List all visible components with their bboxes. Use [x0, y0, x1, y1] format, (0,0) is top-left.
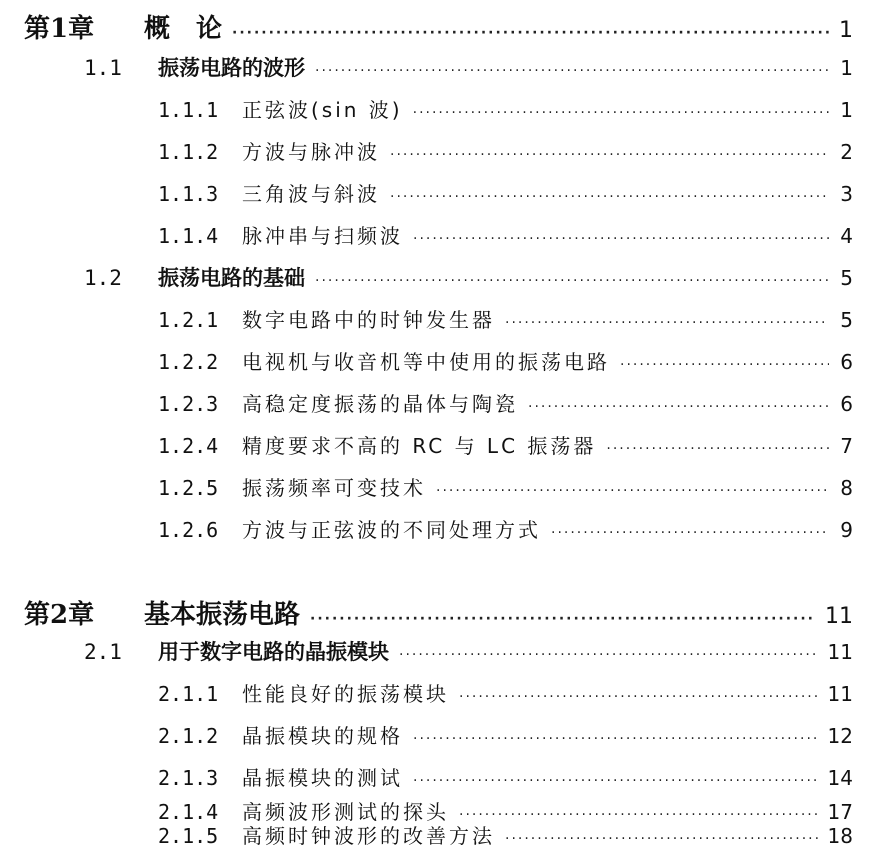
subsection-number: 2.1.5: [158, 824, 219, 848]
chapter-title: 基本振荡电路: [144, 600, 301, 630]
subsection-number: 1.1.3: [158, 182, 219, 206]
dot-leader: [505, 831, 818, 847]
chapter-number: 第2章: [24, 600, 95, 630]
toc-subsection-1-2-4[interactable]: [158, 430, 853, 464]
page-number: 11: [827, 640, 853, 664]
page-number: 6: [840, 350, 853, 374]
dot-leader: [390, 189, 829, 205]
subsection-number: 2.1.4: [158, 800, 219, 824]
subsection-title: 振荡频率可变技术: [242, 476, 426, 500]
page-number: 11: [827, 682, 853, 706]
subsection-title: 正弦波(sin 波): [242, 98, 403, 122]
toc-subsection-2-1-3[interactable]: [158, 762, 853, 796]
toc-section-1-1[interactable]: [84, 52, 853, 86]
chapter-title: 概 论: [144, 14, 223, 44]
page-number: 14: [827, 766, 853, 790]
dot-leader: [413, 731, 818, 747]
dot-leader: [232, 25, 829, 41]
subsection-number: 1.1.2: [158, 140, 219, 164]
subsection-title: 脉冲串与扫频波: [242, 224, 403, 248]
page-number: 18: [827, 824, 853, 848]
subsection-title: 高频波形测试的探头: [242, 800, 449, 824]
subsection-number: 1.2.1: [158, 308, 219, 332]
page-number: 5: [840, 266, 853, 290]
dot-leader: [315, 273, 829, 289]
toc-section-1-2[interactable]: [84, 262, 853, 296]
dot-leader: [528, 399, 829, 415]
section-title: 振荡电路的基础: [158, 266, 305, 290]
subsection-number: 1.2.4: [158, 434, 219, 458]
page-number: 9: [840, 518, 853, 542]
toc-subsection-2-1-5[interactable]: [158, 820, 853, 854]
toc-chapter-2[interactable]: [24, 594, 853, 628]
subsection-number: 1.2.5: [158, 476, 219, 500]
subsection-title: 方波与脉冲波: [242, 140, 380, 164]
subsection-number: 2.1.1: [158, 682, 219, 706]
dot-leader: [606, 441, 829, 457]
toc-subsection-2-1-1[interactable]: [158, 678, 853, 712]
dot-leader: [315, 63, 829, 79]
page-number: 6: [840, 392, 853, 416]
toc-subsection-1-1-4[interactable]: [158, 220, 853, 254]
subsection-title: 高频时钟波形的改善方法: [242, 824, 495, 848]
dot-leader: [459, 689, 818, 705]
page-number: 2: [840, 140, 853, 164]
page-number: 17: [827, 800, 853, 824]
subsection-title: 晶振模块的测试: [242, 766, 403, 790]
toc-subsection-1-2-1[interactable]: [158, 304, 853, 338]
toc-chapter-1[interactable]: [24, 8, 853, 42]
dot-leader: [620, 357, 829, 373]
subsection-title: 精度要求不高的 RC 与 LC 振荡器: [242, 434, 597, 458]
dot-leader: [310, 611, 815, 627]
section-number: 2.1: [84, 640, 122, 664]
subsection-title: 三角波与斜波: [242, 182, 380, 206]
page-number: 5: [840, 308, 853, 332]
section-title: 振荡电路的波形: [158, 56, 305, 80]
dot-leader: [413, 231, 829, 247]
page-number: 1: [839, 18, 853, 43]
subsection-number: 2.1.2: [158, 724, 219, 748]
page-number: 7: [840, 434, 853, 458]
toc-subsection-1-2-6[interactable]: [158, 514, 853, 548]
dot-leader: [505, 315, 829, 331]
toc-section-2-1[interactable]: [84, 636, 853, 670]
subsection-number: 1.1.1: [158, 98, 219, 122]
toc-subsection-1-2-5[interactable]: [158, 472, 853, 506]
dot-leader: [551, 525, 829, 541]
subsection-title: 性能良好的振荡模块: [242, 682, 449, 706]
dot-leader: [413, 773, 818, 789]
toc-subsection-1-2-2[interactable]: [158, 346, 853, 380]
page-number: 11: [825, 604, 853, 629]
section-number: 1.2: [84, 266, 122, 290]
subsection-number: 2.1.3: [158, 766, 219, 790]
page-number: 3: [840, 182, 853, 206]
dot-leader: [436, 483, 829, 499]
page-number: 1: [840, 56, 853, 80]
subsection-title: 高稳定度振荡的晶体与陶瓷: [242, 392, 518, 416]
subsection-title: 晶振模块的规格: [242, 724, 403, 748]
chapter-number: 第1章: [24, 14, 95, 44]
subsection-title: 电视机与收音机等中使用的振荡电路: [242, 350, 610, 374]
toc-subsection-1-2-3[interactable]: [158, 388, 853, 422]
subsection-number: 1.2.3: [158, 392, 219, 416]
subsection-number: 1.2.6: [158, 518, 219, 542]
section-number: 1.1: [84, 56, 122, 80]
subsection-number: 1.2.2: [158, 350, 219, 374]
toc-subsection-1-1-1[interactable]: [158, 94, 853, 128]
toc-subsection-1-1-2[interactable]: [158, 136, 853, 170]
page-number: 12: [827, 724, 853, 748]
page-number: 8: [840, 476, 853, 500]
subsection-title: 方波与正弦波的不同处理方式: [242, 518, 541, 542]
dot-leader: [399, 647, 818, 663]
page-number: 4: [840, 224, 853, 248]
toc-subsection-1-1-3[interactable]: [158, 178, 853, 212]
section-title: 用于数字电路的晶振模块: [158, 640, 389, 664]
toc-subsection-2-1-2[interactable]: [158, 720, 853, 754]
page-number: 1: [840, 98, 853, 122]
subsection-title: 数字电路中的时钟发生器: [242, 308, 495, 332]
dot-leader: [390, 147, 829, 163]
dot-leader: [413, 105, 829, 121]
subsection-number: 1.1.4: [158, 224, 219, 248]
